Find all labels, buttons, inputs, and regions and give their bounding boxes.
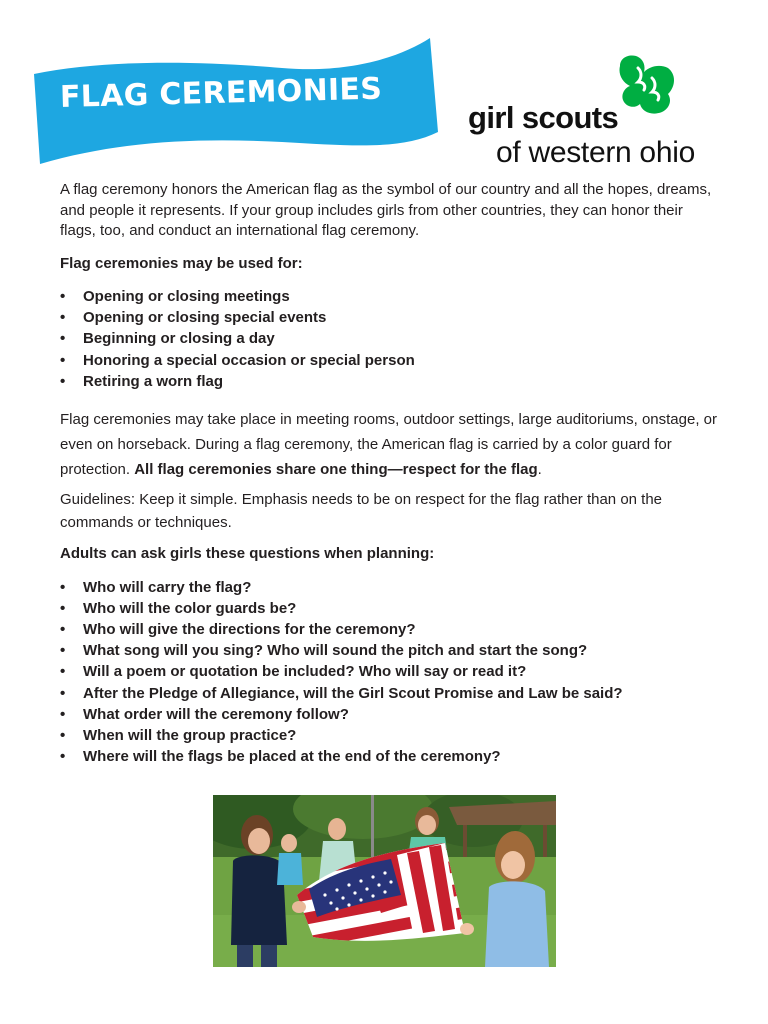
list-item: • After the Pledge of Allegiance, will the Girl Scout Promise and Law be said? (60, 683, 720, 704)
questions-list (60, 577, 720, 768)
uses-list (60, 286, 720, 392)
girls-holding-flag-illustration (213, 795, 556, 967)
settings-end: . (537, 461, 542, 479)
title-banner (32, 36, 442, 168)
flag-folding-photo (213, 795, 556, 967)
list-item: • Beginning or closing a day (60, 328, 720, 349)
settings-emphasis: All flag ceremonies share one thing—respect for the flag (134, 461, 538, 479)
list-item: • Retiring a worn flag (60, 371, 720, 392)
list-item: • Who will give the directions for the ceremony? (60, 619, 720, 640)
intro-paragraph: A flag ceremony honors the American flag as the symbol of our country and all the hopes, dreams, and people it represents. If your group includes girls from other countries, they can honor their flags, too, and conduct an international flag ceremony. (60, 181, 712, 239)
list-item: • Will a poem or quotation be included? Who will say or read it? (60, 661, 720, 682)
page-title: FLAG CEREMONIES (59, 71, 383, 115)
list-item: • Who will the color guards be? (60, 598, 720, 619)
list-item: • Who will carry the flag? (60, 577, 720, 598)
list-item: • What order will the ceremony follow? (60, 704, 720, 725)
list-item: • Honoring a special occasion or special person (60, 350, 720, 371)
uses-heading: Flag ceremonies may be used for: (60, 254, 303, 272)
logo-region-text: of western ohio (496, 136, 695, 169)
logo-brand-text: girl scouts (468, 100, 619, 135)
list-item: • What song will you sing? Who will sound the pitch and start the song? (60, 640, 720, 661)
settings-paragraph (60, 407, 720, 482)
trefoil-profiles-icon (612, 52, 678, 116)
body-content (60, 180, 720, 767)
list-item: • Where will the flags be placed at the end of the ceremony? (60, 746, 720, 767)
list-item: • Opening or closing special events (60, 307, 720, 328)
list-item: • Opening or closing meetings (60, 286, 720, 307)
settings-text: Flag ceremonies may take place in meeting rooms, outdoor settings, large auditoriums, onstage, or even on horseback. During a flag ceremony, the American flag is carried by a color guard for protection. (60, 411, 717, 479)
guidelines-paragraph: Guidelines: Keep it simple. Emphasis needs to be on respect for the flag rather than on the commands or techniques. (60, 491, 663, 532)
girl-scouts-logo (466, 52, 736, 172)
questions-heading: Adults can ask girls these questions when planning: (60, 545, 435, 563)
list-item: • When will the group practice? (60, 725, 720, 746)
